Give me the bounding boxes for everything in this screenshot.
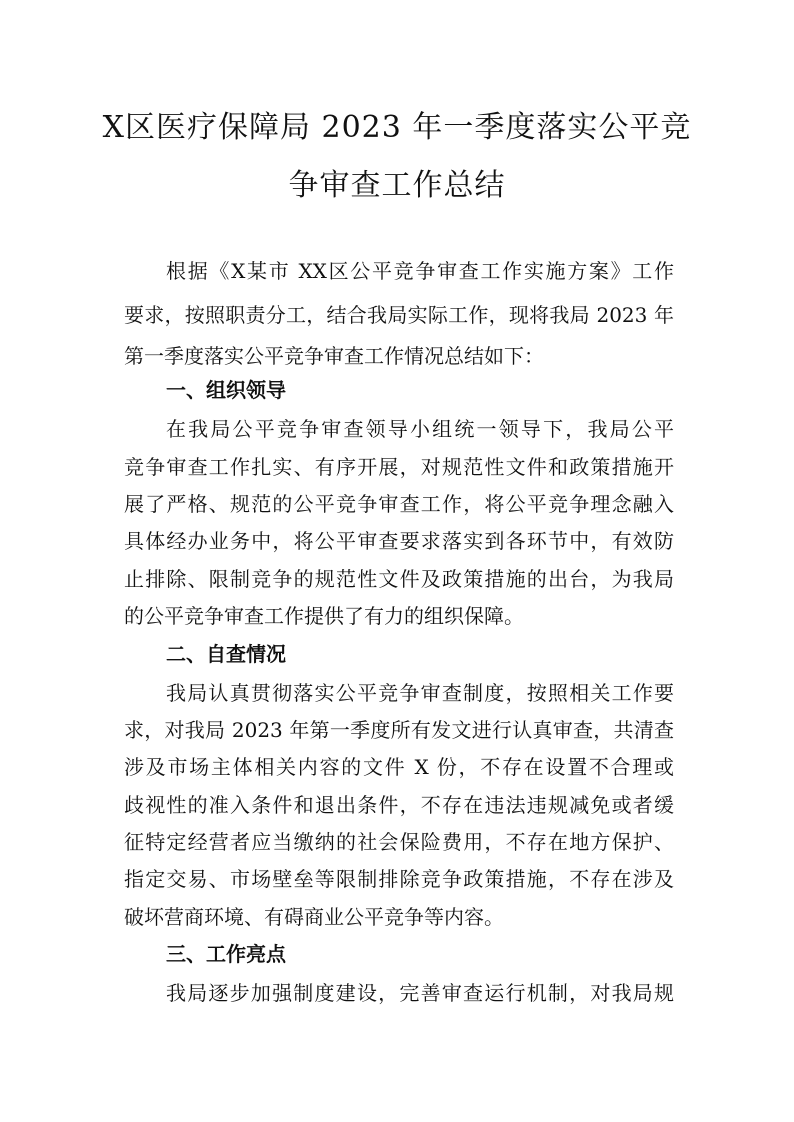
intro-paragraph-line: 要求，按照职责分工，结合我局实际工作，现将我局 2023 年: [124, 303, 674, 327]
document-title-line-1: X区医疗保障局 2023 年一季度落实公平竞: [102, 110, 692, 145]
section-heading-self-inspection: 二、自查情况: [166, 642, 286, 666]
section1-paragraph-line: 止排除、限制竞争的规范性文件及政策措施的出台，为我局: [124, 567, 674, 591]
section2-paragraph-line: 征特定经营者应当缴纳的社会保险费用，不存在地方保护、: [124, 830, 674, 854]
intro-paragraph-line: 根据《X某市 XX区公平竞争审查工作实施方案》工作: [166, 259, 674, 283]
section1-paragraph-line: 竞争审查工作扎实、有序开展，对规范性文件和政策措施开: [124, 455, 674, 479]
section-heading-organization: 一、组织领导: [166, 378, 286, 402]
intro-paragraph-line: 第一季度落实公平竞争审查工作情况总结如下：: [124, 344, 544, 368]
section2-paragraph-line: 我局认真贯彻落实公平竞争审查制度，按照相关工作要: [166, 681, 674, 705]
section1-paragraph-line: 具体经办业务中，将公平审查要求落实到各环节中，有效防: [124, 529, 674, 553]
section-heading-highlights: 三、工作亮点: [166, 942, 286, 966]
section1-paragraph-line: 展了严格、规范的公平竞争审查工作，将公平竞争理念融入: [124, 492, 674, 516]
section3-paragraph-line: 我局逐步加强制度建设，完善审查运行机制，对我局规: [166, 981, 674, 1005]
section2-paragraph-line: 歧视性的准入条件和退出条件，不存在违法违规减免或者缓: [124, 793, 674, 817]
section2-paragraph-line: 涉及市场主体相关内容的文件 X 份，不存在设置不合理或: [124, 755, 674, 779]
document-title-line-2: 争审查工作总结: [288, 168, 506, 203]
section2-paragraph-line: 指定交易、市场壁垒等限制排除竞争政策措施，不存在涉及: [124, 867, 674, 891]
section1-paragraph-line: 在我局公平竞争审查领导小组统一领导下，我局公平: [166, 417, 674, 441]
section2-paragraph-line: 破坏营商环境、有碍商业公平竞争等内容。: [124, 905, 504, 929]
section1-paragraph-line: 的公平竞争审查工作提供了有力的组织保障。: [124, 604, 524, 628]
section2-paragraph-line: 求，对我局 2023 年第一季度所有发文进行认真审查，共清查: [124, 718, 674, 742]
